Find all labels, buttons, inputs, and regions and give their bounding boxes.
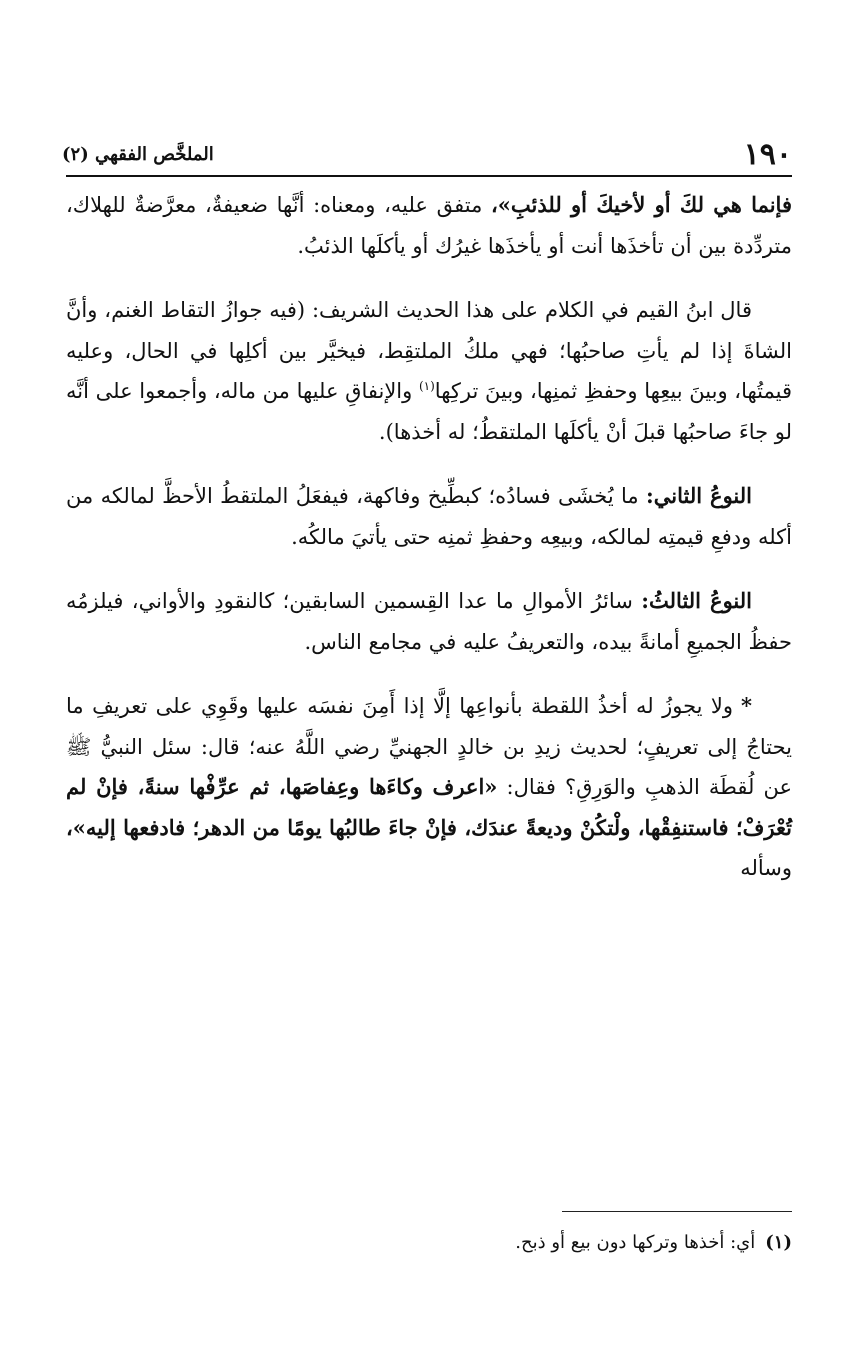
paragraph-ruling (66, 686, 792, 889)
footnote-number: (١) (765, 1232, 792, 1253)
section-heading-second-type: النوعُ الثاني: (646, 483, 753, 508)
paragraph-text-continued: وسأله (740, 856, 792, 880)
header-rule (66, 175, 792, 177)
page-body (66, 185, 792, 913)
paragraph-text: متفق عليه، ومعناه: أنَّها ضعيفةٌ، معرَّضةٌ للهلاك، متردِّدة بين أن تأخذَها أنت أو يأخذَها غيرُك أو يأكلَها الذئبُ. (66, 193, 792, 258)
footnote-rule (562, 1211, 792, 1212)
page-number: ١٩٠ (743, 136, 792, 172)
footnote-reference[interactable]: (١) (418, 379, 435, 393)
paragraph-text: ما يُخشَى فسادُه؛ كبطِّيخ وفاكهة، فيفعَلُ الملتقطُ الأحظَّ لمالكه من أكله ودفعِ قيمتِه لمالكه، وبيعِه وحفظِ ثمنِه حتى يأتيَ مالكُه. (66, 484, 792, 549)
paragraph-second-type (66, 476, 792, 557)
hadith-quote-end: فإنما هي لكَ أو لأخيكَ أو للذئبِ»، (491, 192, 792, 217)
paragraph-text: سائرُ الأموالِ ما عدا القِسمين السابقين؛ كالنقودِ والأواني، فيلزمُه حفظُ الجميعِ أمانةً بيده، والتعريفُ عليه في مجامع الناس. (66, 589, 792, 654)
paragraph-third-type (66, 581, 792, 662)
paragraph-text: قال ابنُ القيم في الكلام على هذا الحديث الشريف: (فيه جوازُ التقاط الغنم، وأنَّ الشاةَ إذا لم يأتِ صاحبُها؛ فهي ملكُ الملتقِط، فيخيَّر بين أكلِها في الحال، وعليه قيمتُها، وبينَ بيعِها وحفظِ ثمنِها، وبينَ تركِها (66, 298, 792, 403)
page-header (62, 134, 792, 174)
paragraph-ibn-qayyim (66, 290, 792, 452)
footnote-text: أي: أخذها وتركها دون بيع أو ذبح. (515, 1232, 756, 1253)
section-heading-third-type: النوعُ الثالثُ: (641, 588, 752, 613)
paragraph-hadith-end (66, 185, 792, 266)
hadith-quote: «اعرف وكاءَها وعِفاصَها، ثم عرِّفْها سنةً، فإنْ لم تُعْرَفْ؛ فاستنفِقْها، ولْتكُنْ وديعةً عندَك، فإنْ جاءَ طالبُها يومًا من الدهر؛ فادفعها إليه»، (66, 774, 792, 840)
footnote (66, 1229, 792, 1257)
paragraph-text: ولا يجوزُ له أخذُ اللقطة بأنواعِها إلَّا إذا أَمِنَ نفسَه عليها وقَوِي على تعريفِ ما يحتاجُ إلى تعريفٍ؛ لحديث زيدِ بن خالدٍ الجهنيِّ رضي اللَّهُ عنه؛ قال: سئل النبيُّ ﷺ عن لُقطَة الذهبِ والوَرِقِ؟ فقال: (66, 694, 793, 799)
paragraph-text-continued: والإنفاقِ عليها من ماله، وأجمعوا على أنَّه لو جاءَ صاحبُها قبلَ أنْ يأكلَها الملتقطُ؛ له أخذها). (66, 379, 792, 444)
asterisk-marker: * (741, 693, 752, 718)
running-title: الملخَّص الفقهي (٢) (62, 143, 214, 165)
